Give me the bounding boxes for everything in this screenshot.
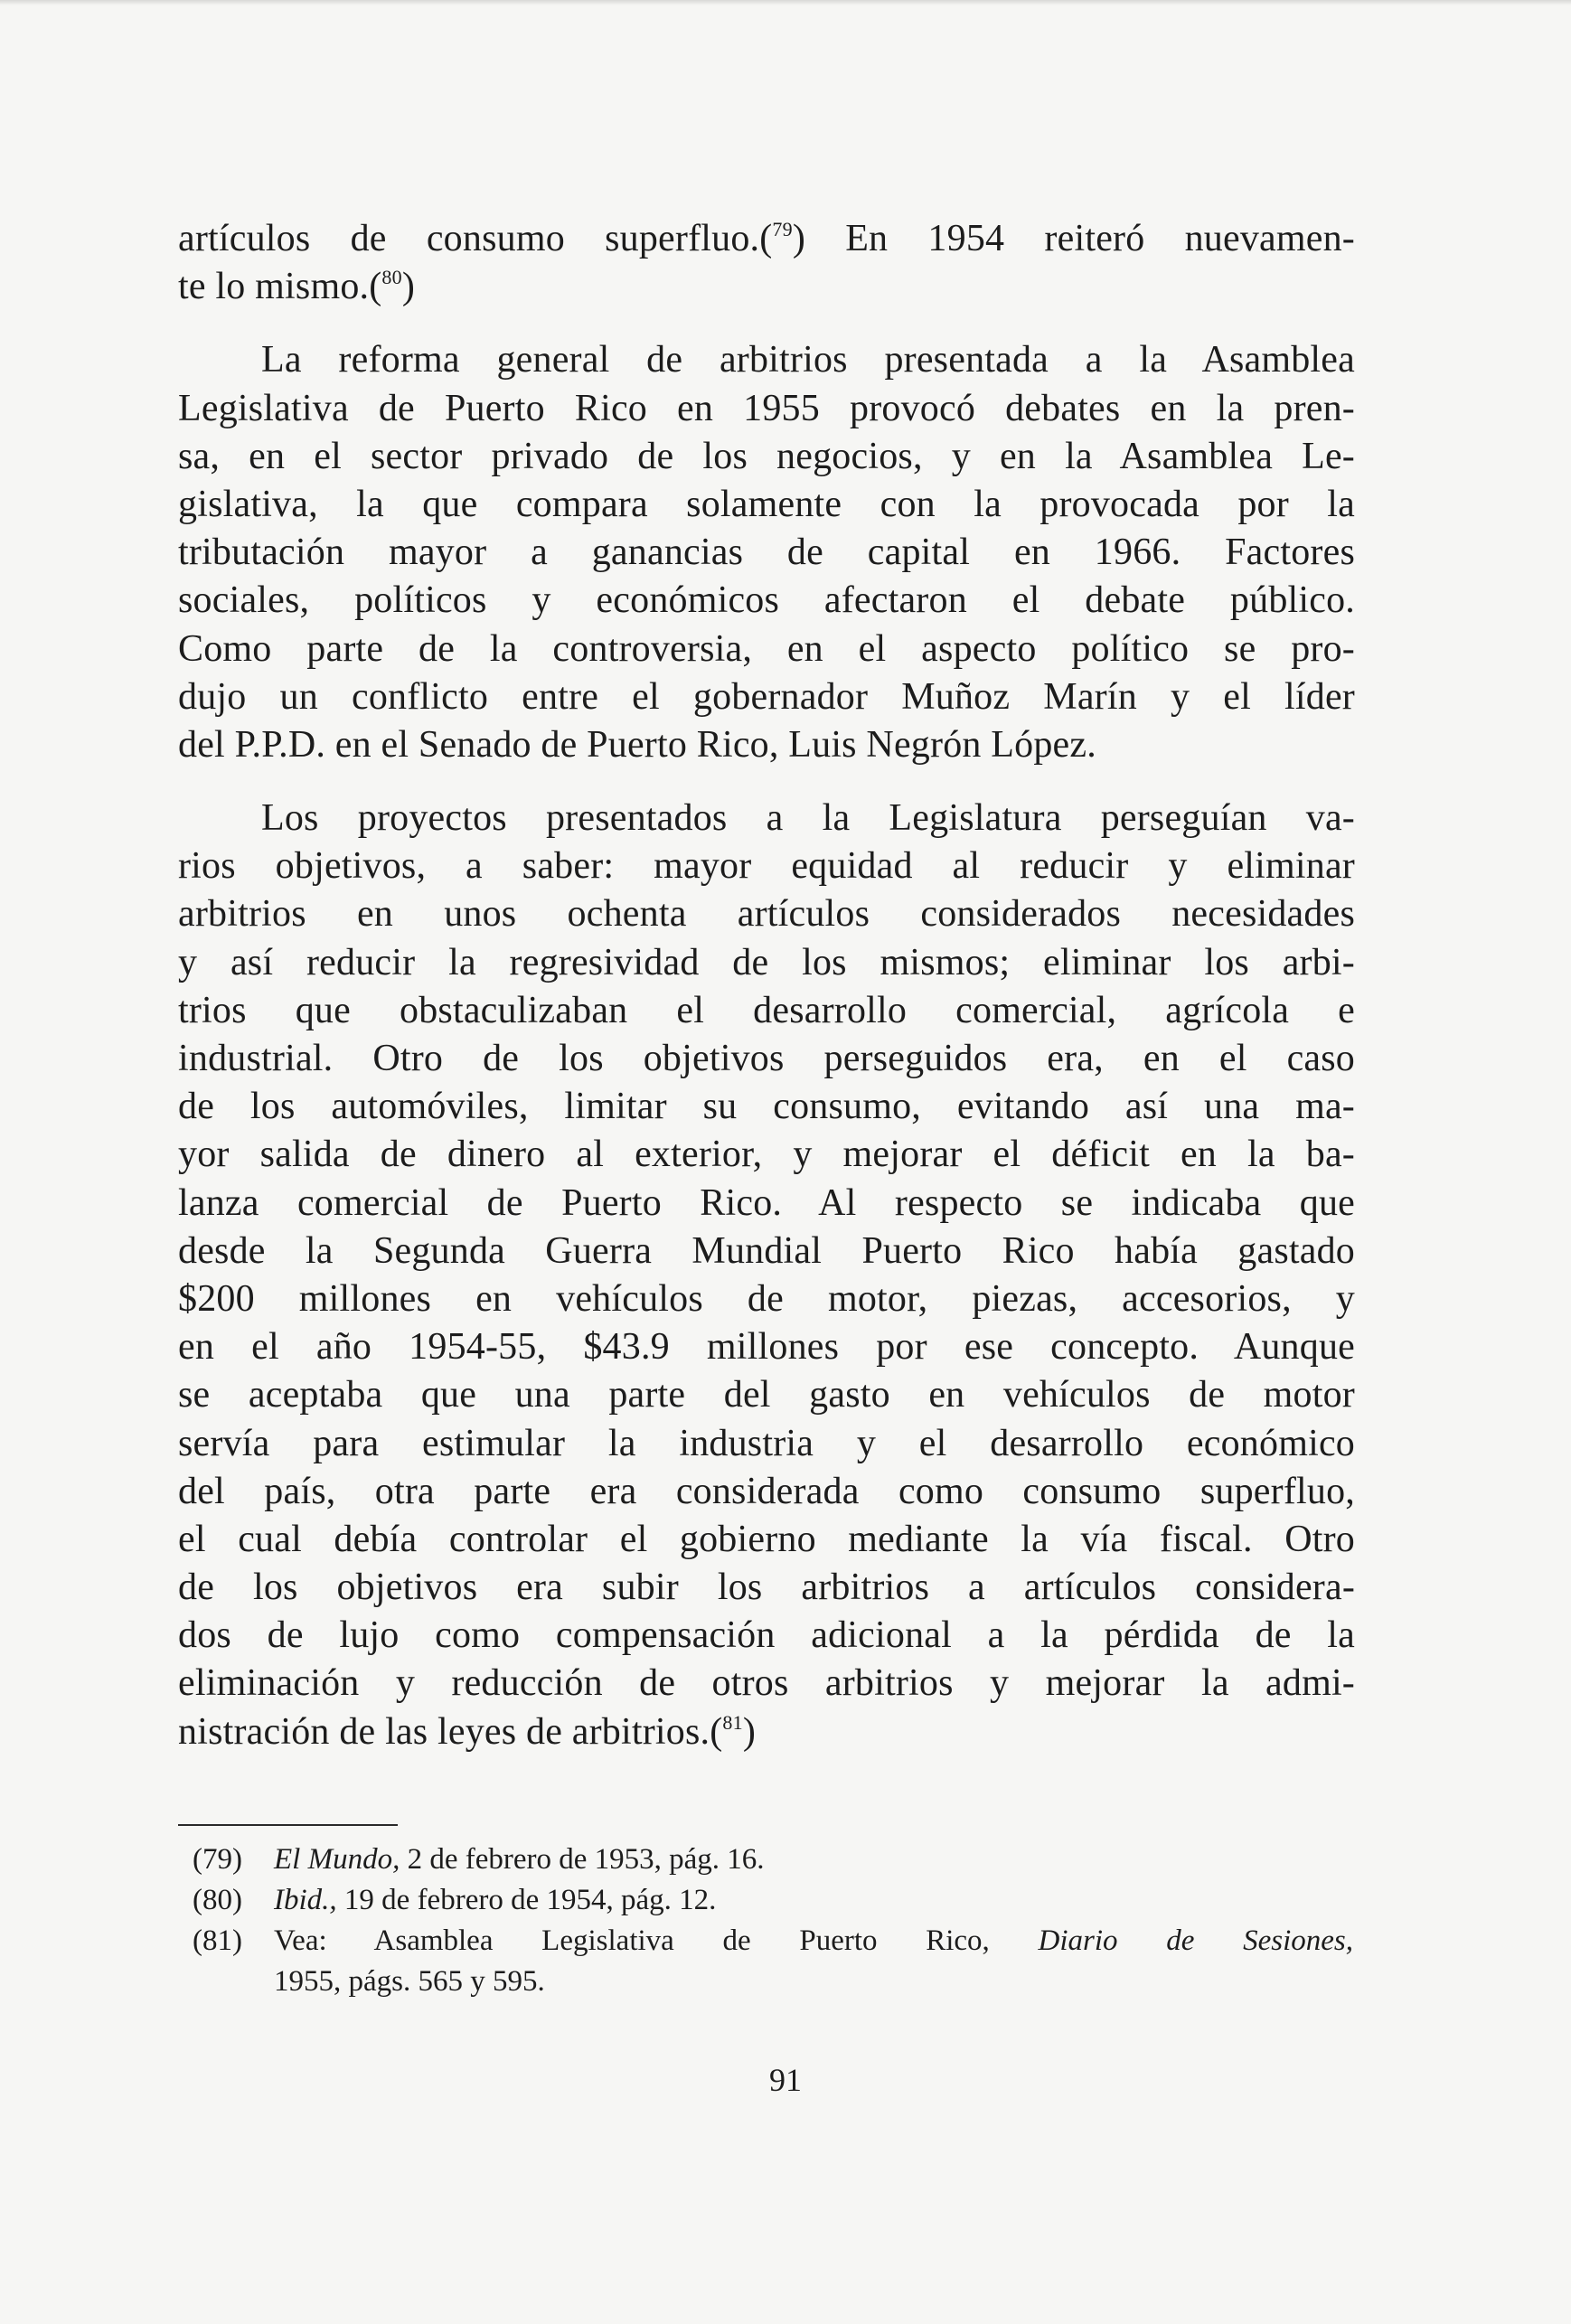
text-line: lanza comercial de Puerto Rico. Al respecto se indicaba que bbox=[178, 1181, 1355, 1224]
text-line: Legislativa de Puerto Rico en 1955 provocó debates en la pren- bbox=[178, 387, 1355, 429]
text-line: te lo mismo.($^{80}$) bbox=[178, 266, 416, 308]
text-line: se aceptaba que una parte del gasto en vehículos de motor bbox=[178, 1374, 1355, 1416]
text-line: y así reducir la regresividad de los mismos; eliminar los arbi- bbox=[178, 941, 1355, 983]
text-line: nistración de las leyes de arbitrios.($^{81}$) bbox=[178, 1710, 757, 1753]
footnotes bbox=[193, 1839, 1353, 2002]
text-line: arbitrios en unos ochenta artículos considerados necesidades bbox=[178, 893, 1355, 936]
footnote-text: El Mundo, 2 de febrero de 1953, pág. 16. bbox=[274, 1843, 765, 1876]
text-line: del P.P.D. en el Senado de Puerto Rico, Luis Negrón López. bbox=[178, 723, 1096, 766]
text-line: Los proyectos presentados a la Legislatura perseguían va- bbox=[261, 797, 1355, 840]
text-line: dujo un conflicto entre el gobernador Muñoz Marín y el líder bbox=[178, 675, 1355, 718]
scan-edge bbox=[0, 0, 1571, 5]
text-line: yor salida de dinero al exterior, y mejorar el déficit en la ba- bbox=[178, 1134, 1355, 1176]
text-line: La reforma general de arbitrios presentada a la Asamblea bbox=[261, 339, 1355, 381]
text-line: sociales, políticos y económicos afectaron el debate público. bbox=[178, 579, 1355, 622]
text-line: de los objetivos era subir los arbitrios a artículos considera- bbox=[178, 1567, 1355, 1609]
footnote-81 bbox=[193, 1921, 1353, 2002]
footnote-divider bbox=[178, 1824, 398, 1826]
text-line: gislativa, la que compara solamente con la provocada por la bbox=[178, 483, 1355, 525]
footnote-number: (80) bbox=[193, 1884, 242, 1916]
page-number: 91 bbox=[769, 2062, 802, 2098]
footnote-ref-81[interactable]: 81 bbox=[722, 1710, 743, 1734]
text-line: tributación mayor a ganancias de capital en 1966. Factores bbox=[178, 532, 1355, 574]
text-line: Como parte de la controversia, en el aspecto político se pro- bbox=[178, 627, 1355, 670]
text-line: de los automóviles, limitar su consumo, evitando así una ma- bbox=[178, 1086, 1355, 1128]
text-line: del país, otra parte era considerada como consumo superfluo, bbox=[178, 1470, 1355, 1512]
text-line: servía para estimular la industria y el desarrollo económico bbox=[178, 1422, 1355, 1464]
footnote-ref-80[interactable]: 80 bbox=[381, 266, 402, 289]
text-line: industrial. Otro de los objetivos perseguidos era, en el caso bbox=[178, 1038, 1355, 1079]
paragraph-objectives bbox=[178, 795, 1355, 1756]
text-line: artículos de consumo superfluo.($^{79}$) En 1954 reiteró nuevamen- bbox=[178, 218, 1355, 259]
footnote-80 bbox=[193, 1880, 1353, 1921]
text-line: trios que obstaculizaban el desarrollo comercial, agrícola e bbox=[178, 989, 1355, 1031]
body-text bbox=[178, 215, 1355, 1756]
text-line: $200 millones en vehículos de motor, piezas, accesorios, y bbox=[178, 1277, 1355, 1320]
footnote-ref-79[interactable]: 79 bbox=[772, 218, 793, 240]
text-line: rios objetivos, a saber: mayor equidad al reducir y eliminar bbox=[178, 845, 1355, 888]
text-line: sa, en el sector privado de los negocios, y en la Asamblea Le- bbox=[178, 435, 1355, 477]
text-line: eliminación y reducción de otros arbitrios y mejorar la admi- bbox=[178, 1662, 1355, 1705]
text-line: desde la Segunda Guerra Mundial Puerto Rico había gastado bbox=[178, 1229, 1355, 1272]
footnote-text: Vea: Asamblea Legislativa de Puerto Rico, Diario de Sesiones, 1955, págs. 565 y 595. bbox=[274, 1924, 1354, 1998]
paragraph-reform bbox=[178, 336, 1355, 769]
footnote-number: (81) bbox=[193, 1924, 242, 1957]
footnote-number: (79) bbox=[193, 1843, 242, 1876]
text-line: en el año 1954-55, $43.9 millones por ese concepto. Aunque bbox=[178, 1326, 1355, 1369]
footnote-79 bbox=[193, 1839, 1353, 1880]
paragraph-continuation bbox=[178, 215, 1355, 311]
text-line: dos de lujo como compensación adicional a la pérdida de la bbox=[178, 1614, 1355, 1657]
text-line: el cual debía controlar el gobierno mediante la vía fiscal. Otro bbox=[178, 1518, 1355, 1560]
footnote-text: Ibid., 19 de febrero de 1954, pág. 12. bbox=[274, 1884, 717, 1916]
